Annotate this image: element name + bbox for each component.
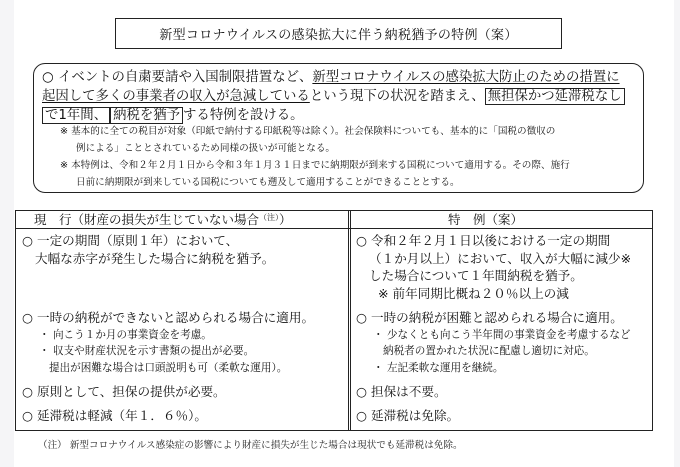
special-row-delinquency [356,407,459,425]
document-title [115,18,562,49]
column-divider [348,211,351,430]
cell-line: 提出が困難な場合は口頭説明も可（柔軟な運用）。 [49,361,288,374]
intro-note-2 [60,158,638,191]
cell-line: ○ 原則として、担保の提供が必要。 [22,384,226,399]
intro-note-1 [60,124,638,157]
title-text: 新型コロナウイルスの感染拡大に伴う納税猶予の特例（案） [159,28,518,43]
intro-boxed-text: 納税を猶予 [110,107,183,124]
cell-line: ○ 令和２年２月１日以後における一定の期間 [356,233,611,248]
cell-line: ○ 担保は不要。 [356,384,447,399]
header-special-text: 特 例（案） [448,212,524,227]
intro-boxed-text: で1年間、 [42,107,110,124]
header-special [448,212,523,228]
special-row-condition [356,309,631,376]
intro-text: ○ イベントの自粛要請や入国制限措置など、 [42,70,313,85]
intro-line-2 [42,87,638,106]
intro-underlined-text: 起因して多くの事業者の収入が急減している [42,89,310,104]
intro-paragraph [42,68,638,125]
note-text: 例による」こととされているため同様の扱いが可能となる。 [76,142,336,154]
intro-line-3 [42,106,638,125]
current-row-delinquency [22,407,207,425]
cell-line: ・ 収支や財産状況を示す書類の提出が必要。 [39,345,255,357]
cell-line: ・ 左記柔軟な運用を継続。 [373,361,504,374]
cell-line: ○ 延滞税は免除。 [356,408,460,423]
footnote: （注） 新型コロナウイルス感染症の影響により財産に損失が生じた場合は現状でも延滞税は免除。 [38,440,463,451]
current-row-condition [22,309,314,376]
comparison-table [15,210,653,431]
header-divider [16,228,652,229]
intro-line-1 [42,68,638,87]
cell-line: ○ 一時の納税ができないと認められる場合に適用。 [22,310,315,325]
current-row-period [22,232,274,267]
intro-text: という現下の状況を踏まえ、 [309,89,485,104]
cell-line: ・ 少なくとも向こう半年間の事業資金を考慮するなど [373,328,631,341]
cell-line: ・ 向こう１か月の事業資金を考慮。 [39,328,212,341]
intro-box [33,63,644,193]
cell-line: した場合について１年間納税を猶予。 [369,268,583,283]
note-text: ※ 本特例は、令和２年２月１日から令和３年１月３１日までに納期限が到来する国税について適用する。その際、施行 [60,160,570,171]
intro-underlined-text: 新型コロナウイルスの感染拡大防止のための措置に [312,70,620,85]
special-row-collateral [356,383,447,401]
intro-boxed-text: 無担保かつ延滞税なし [485,88,625,105]
cell-line: （１か月以上）において、収入が大幅に減少※ [369,250,632,266]
cell-line: ○ 一時の納税が困難と認められる場合に適用。 [356,310,623,325]
intro-text: する特例を設ける。 [183,108,304,123]
header-current [34,212,292,228]
cell-line: ※ 前年同期比概ね２０％以上の減 [378,285,569,301]
cell-line: 納税者の置かれた状況に配慮し適切に対応。 [383,345,595,357]
cell-line: ○ 一定の期間（原則１年）において、 [22,233,239,248]
header-note-mark: （注） [259,213,280,222]
header-current-text: 現 行（財産の損失が生じていない場合 [34,212,260,227]
special-row-period [356,232,631,302]
header-close-paren: ） [279,212,292,227]
document-page [14,0,674,467]
note-text: ※ 基本的に全ての税目が対象（印紙で納付する印紙税等は除く）。社会保険料についても、基本的に「国税の徴収の [60,126,556,137]
current-row-collateral [22,383,226,401]
note-text: 日前に納期限が到来している国税についても遡及して適用することができることとする。 [76,176,460,188]
cell-line: 大幅な赤字が発生した場合に納税を猶予。 [35,250,275,266]
cell-line: ○ 延滞税は軽減（年１．６％）。 [22,408,208,423]
